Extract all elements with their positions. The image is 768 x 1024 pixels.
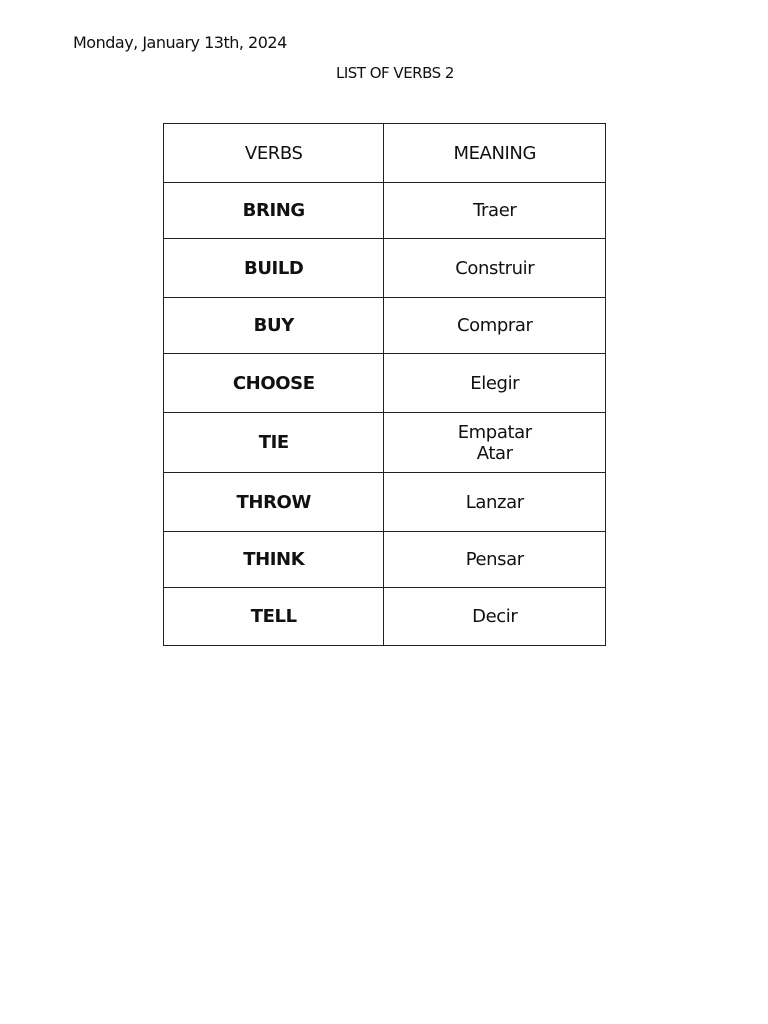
table-row — [164, 183, 606, 239]
table-row — [164, 532, 606, 588]
meaning-cell: Decir — [384, 588, 606, 646]
meaning-cell: Empatar Atar — [384, 413, 606, 473]
meaning-cell: Comprar — [384, 298, 606, 354]
table-row — [164, 354, 606, 413]
verb-cell: BUY — [164, 298, 384, 354]
table-header-row — [164, 124, 606, 183]
table-row — [164, 588, 606, 646]
verb-cell: BRING — [164, 183, 384, 239]
meaning-cell: Construir — [384, 239, 606, 298]
table-row — [164, 239, 606, 298]
table-row — [164, 473, 606, 532]
verb-cell: CHOOSE — [164, 354, 384, 413]
verbs-table — [163, 123, 606, 646]
meaning-cell: Elegir — [384, 354, 606, 413]
verb-cell: BUILD — [164, 239, 384, 298]
header-meaning: MEANING — [384, 124, 606, 183]
document-date: Monday, January 13th, 2024 — [73, 33, 287, 52]
table-row — [164, 413, 606, 473]
verb-cell: TELL — [164, 588, 384, 646]
verb-cell: TIE — [164, 413, 384, 473]
table-row — [164, 298, 606, 354]
verb-cell: THROW — [164, 473, 384, 532]
header-verbs: VERBS — [164, 124, 384, 183]
meaning-cell: Pensar — [384, 532, 606, 588]
meaning-cell: Traer — [384, 183, 606, 239]
document-title: LIST OF VERBS 2 — [336, 64, 454, 82]
verb-cell: THINK — [164, 532, 384, 588]
meaning-cell: Lanzar — [384, 473, 606, 532]
